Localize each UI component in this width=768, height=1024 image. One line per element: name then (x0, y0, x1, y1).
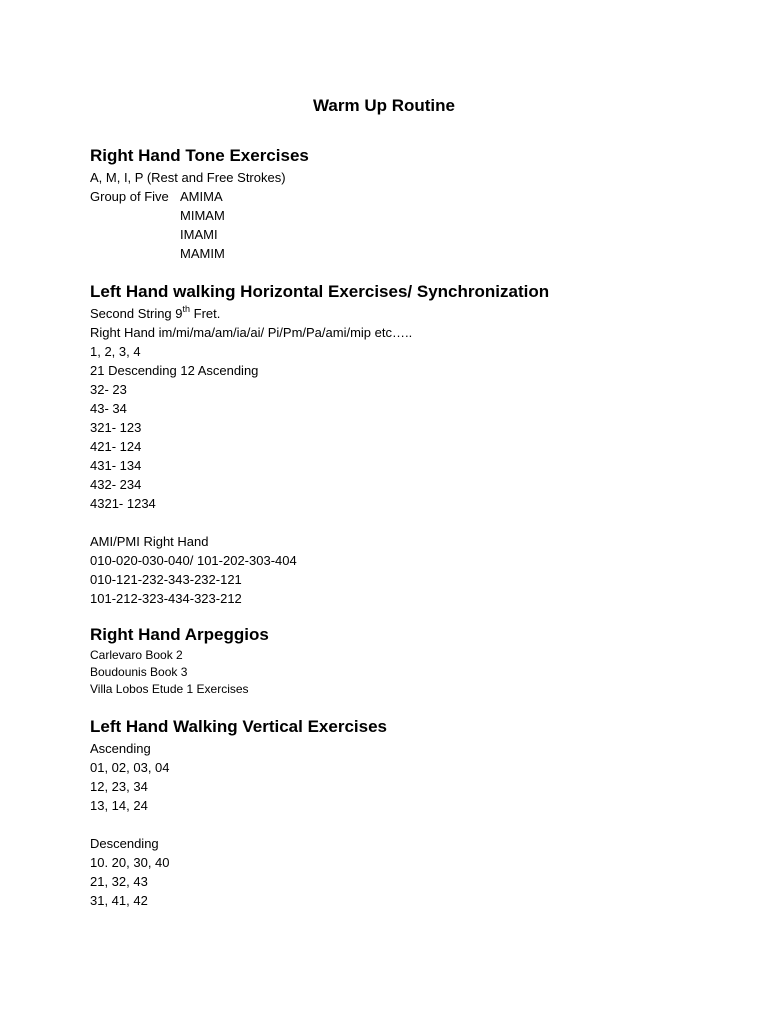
list-item: Carlevaro Book 2 (90, 648, 183, 662)
pattern-line: 13, 14, 24 (90, 798, 148, 813)
pattern-line: 432- 234 (90, 477, 142, 492)
group-item: IMAMI (180, 227, 218, 242)
section-left-hand-horizontal (90, 280, 730, 608)
pattern-line: 10. 20, 30, 40 (90, 855, 170, 870)
group-item: MIMAM (180, 208, 225, 223)
pattern-line: 12, 23, 34 (90, 779, 148, 794)
pattern-line: 31, 41, 42 (90, 893, 148, 908)
pattern-line: 43- 34 (90, 401, 127, 416)
pattern-line: 4321- 1234 (90, 496, 156, 511)
pattern-line: 321- 123 (90, 420, 142, 435)
group-label: Group of Five (90, 189, 169, 204)
pattern-line: 431- 134 (90, 458, 142, 473)
ordinal-suffix: th (182, 303, 191, 314)
group-item: AMIMA (180, 189, 223, 204)
section-right-hand-arpeggios (90, 623, 730, 698)
ami-pattern-line: 010-020-030-040/ 101-202-303-404 (90, 553, 297, 568)
section-left-hand-vertical (90, 715, 730, 910)
group-of-five-row (90, 187, 730, 206)
ascending-label: Ascending (90, 741, 151, 756)
group-item: MAMIM (180, 246, 225, 261)
list-item: Boudounis Book 3 (90, 665, 188, 679)
section-heading: Right Hand Arpeggios (90, 625, 269, 644)
pattern-line: 21 Descending 12 Ascending (90, 363, 259, 378)
document-body (90, 144, 730, 910)
pattern-line: 32- 23 (90, 382, 127, 397)
ami-pattern-line: 101-212-323-434-323-212 (90, 591, 242, 606)
descending-label: Descending (90, 836, 159, 851)
ami-label: AMI/PMI Right Hand (90, 534, 209, 549)
ami-pattern-line: 010-121-232-343-232-121 (90, 572, 242, 587)
string-text: Second String 9 (90, 306, 183, 321)
pattern-line: 1, 2, 3, 4 (90, 344, 141, 359)
section-heading: Left Hand Walking Vertical Exercises (90, 717, 387, 736)
pattern-line: 421- 124 (90, 439, 142, 454)
string-fret-line (90, 304, 730, 323)
pattern-line: 21, 32, 43 (90, 874, 148, 889)
text-line: A, M, I, P (Rest and Free Strokes) (90, 170, 286, 185)
section-heading: Right Hand Tone Exercises (90, 146, 309, 165)
section-right-hand-tone (90, 144, 730, 263)
pattern-line: 01, 02, 03, 04 (90, 760, 170, 775)
section-heading: Left Hand walking Horizontal Exercises/ Synchronization (90, 282, 550, 301)
list-item: Villa Lobos Etude 1 Exercises (90, 682, 249, 696)
document-title: Warm Up Routine (313, 96, 455, 115)
right-hand-line: Right Hand im/mi/ma/am/ia/ai/ Pi/Pm/Pa/ami/mip etc….. (90, 325, 413, 340)
fret-text: Fret. (190, 306, 221, 321)
